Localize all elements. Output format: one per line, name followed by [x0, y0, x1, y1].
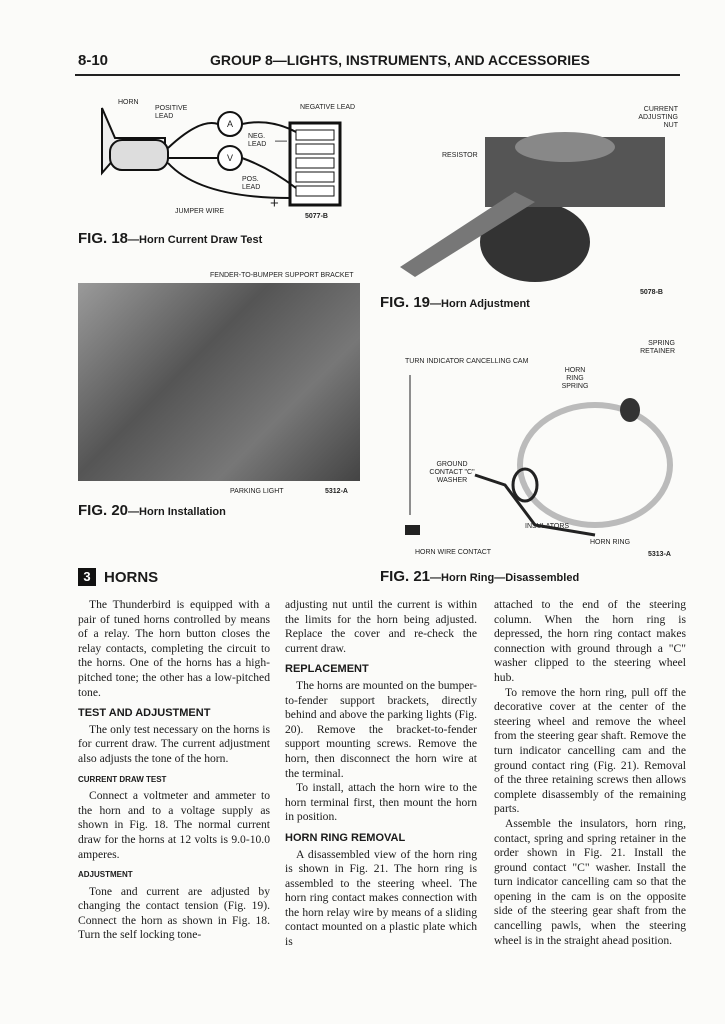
paragraph: To remove the horn ring, pull off the decorative cover at the center of the steering wheel and remove the wheel from the steering gear shaft. Remove the turn indicator cancelling cam and the ground contact ring (Fig. 21). Removal of the three retaining screws then allows complete disassembly of the remaining parts. — [494, 685, 686, 816]
figure-code: 5078-B — [640, 289, 663, 296]
paragraph: The Thunderbird is equipped with a pair of tuned horns controlled by means of a relay. The horn button closes the relay contacts, completing the circuit to the horns. One of the horns has a high-pitched tone; the other has a low-pitched tone. — [78, 598, 270, 699]
figure-code: 5313-A — [648, 551, 671, 558]
subheading: ADJUSTMENT — [78, 870, 133, 880]
paragraph: adjusting nut until the current is within the limits for the horn being adjusted. Replace the cover and re-check the current draw. — [285, 598, 477, 655]
label-positive-lead: POSITIVE LEAD — [155, 105, 188, 120]
label-cancelling-cam: TURN INDICATOR CANCELLING CAM — [405, 358, 529, 365]
label-horn: HORN — [118, 99, 139, 106]
label-pos-lead: POS. LEAD — [242, 176, 261, 191]
plus-symbol: + — [270, 195, 279, 212]
subheading: HORN RING REMOVAL — [285, 831, 406, 844]
label-neg-lead: NEG. LEAD — [248, 133, 267, 148]
figure-code: 5312-A — [325, 488, 348, 495]
label-horn-ring-spring: HORN RING SPRING — [561, 367, 589, 390]
label-jumper-wire: JUMPER WIRE — [175, 208, 224, 215]
label-insulators: INSULATORS — [525, 523, 570, 530]
text-column-2 — [285, 598, 477, 950]
paragraph: A disassembled view of the horn ring is shown in Fig. 21. The horn ring is assembled to the steering wheel. The horn ring contact makes connection with the horn relay wire by means of a sliding contact mounted on a plastic plate which is — [285, 847, 477, 949]
fig18-caption: FIG. 18—Horn Current Draw Test — [78, 230, 263, 247]
text-column-3 — [494, 598, 686, 948]
label-spring-retainer: SPRING RETAINER — [640, 340, 675, 355]
fig21-diagram — [395, 335, 685, 560]
fig20-photo — [78, 283, 360, 481]
page-header-title: GROUP 8—LIGHTS, INSTRUMENTS, AND ACCESSORIES — [210, 52, 590, 68]
subheading: REPLACEMENT — [285, 663, 369, 676]
fig18-diagram — [90, 88, 365, 228]
fig19-photo — [395, 92, 680, 296]
voltmeter-symbol: V — [227, 153, 234, 163]
fig21-caption: FIG. 21—Horn Ring—Disassembled — [380, 568, 580, 585]
paragraph: attached to the end of the steering column. When the horn ring is depressed, the horn ring contact makes connection with ground through a "C" washer clipped to the steering wheel hub. — [494, 598, 686, 684]
page-number: 8-10 — [78, 52, 109, 69]
label-bracket: FENDER-TO-BUMPER SUPPORT BRACKET — [210, 272, 354, 279]
paragraph: The horns are mounted on the bumper-to-fender support brackets, directly behind and above the parking lights (Fig. 20). Remove the bracket-to-fender support mounting screws. Remove the horn, then disconnect the horn wire at the terminal. — [285, 678, 477, 780]
fig19-caption: FIG. 19—Horn Adjustment — [380, 294, 530, 311]
text-column-1 — [78, 598, 270, 943]
label-negative-lead: NEGATIVE LEAD — [300, 104, 356, 111]
label-adjusting-nut: CURRENT ADJUSTING NUT — [638, 106, 678, 129]
figure-code: 5077-B — [305, 213, 328, 220]
label-parking-light: PARKING LIGHT — [230, 488, 284, 495]
paragraph: Connect a voltmeter and ammeter to the horn and to a voltage supply as shown in Fig. 18. The normal current draw for the horns at 12 volts is 9.0-10.0 amperes. — [78, 789, 270, 861]
subheading: CURRENT DRAW TEST — [78, 774, 167, 784]
paragraph: Assemble the insulators, horn ring, contact, spring and spring retainer in the order shown in Fig. 21. Install the ground contact "C" washer. Install the turn indicator cancelling cam so that the opening in the cam is on the opposite side of the steering gear shaft from the cancelling pawls, when the steering wheel is in the straight ahead position. — [494, 816, 686, 947]
header-rule — [75, 74, 680, 76]
minus-symbol: — — [275, 133, 287, 147]
section-title: HORNS — [104, 569, 159, 586]
label-ground-washer: GROUND CONTACT "C" WASHER — [429, 461, 475, 484]
paragraph: To install, attach the horn wire to the horn terminal first, then mount the horn in position. — [285, 781, 477, 824]
paragraph: The only test necessary on the horns is for current draw. The current adjustment also adjusts the tone of the horn. — [78, 722, 270, 765]
paragraph: Tone and current are adjusted by changing the contact tension (Fig. 19). Connect the horn as shown in Fig. 18. Turn the self locking tone- — [78, 884, 270, 942]
label-resistor: RESISTOR — [442, 152, 478, 159]
ammeter-symbol: A — [227, 119, 234, 129]
section-number-badge: 3 — [78, 568, 96, 586]
subheading: TEST AND ADJUSTMENT — [78, 707, 211, 720]
fig20-caption: FIG. 20—Horn Installation — [78, 502, 226, 519]
label-horn-wire-contact: HORN WIRE CONTACT — [415, 549, 492, 556]
label-horn-ring: HORN RING — [590, 539, 631, 546]
